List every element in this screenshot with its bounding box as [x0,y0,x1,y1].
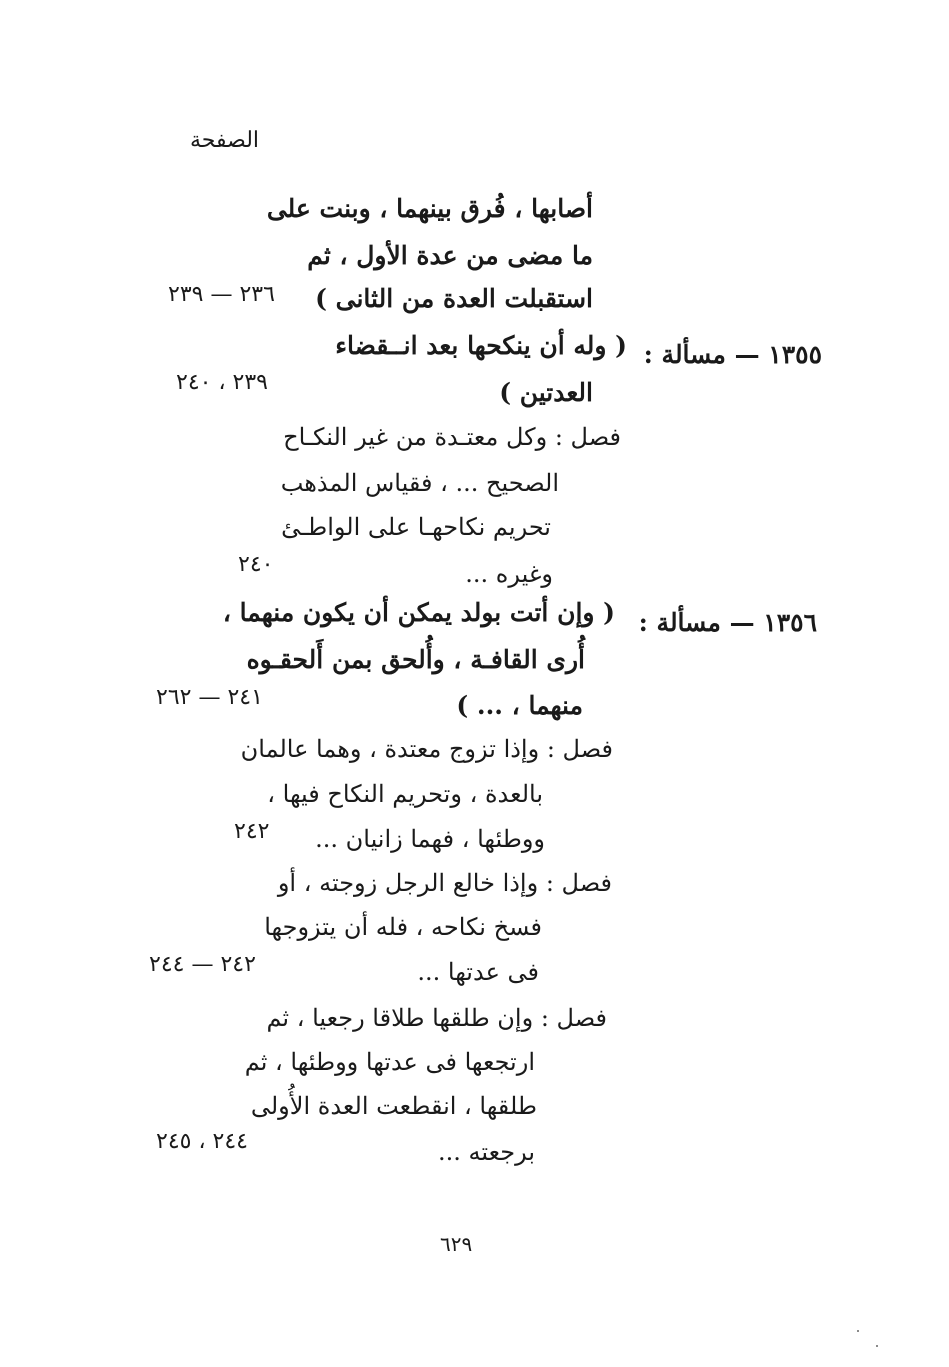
issue-number-label: ١٣٥٦ — مسألة : [638,608,817,637]
page-number: ٦٢٩ [440,1232,473,1256]
entry-line: فصل : وكل معتـدة من غير النكـاح [283,423,621,451]
entry-line: ما مضى من عدة الأول ، ثم [307,241,593,270]
entry-line: ارتجعها فى عدتها ووطئها ، ثم [244,1048,535,1076]
entry-line: فصل : وإذا تزوج معتدة ، وهما عالمان [240,735,613,763]
scan-speck [876,1345,878,1347]
page-reference: ٢٤٢ — ٢٤٤ [149,952,256,977]
entry-line: فى عدتها ... [417,958,539,986]
page-reference: ٢٤٢ [234,819,270,844]
entry-line: أصابها ، فُرق بينهما ، وبنت على [266,194,593,223]
entry-line: استقبلت العدة من الثانى ) [315,284,593,313]
page-column-header: الصفحة [190,128,260,153]
entry-line: وغيره ... [465,560,553,588]
entry-line: تحريم نكاحهـا على الواطـئ [281,513,551,541]
page-reference: ٢٤٠ [238,552,274,577]
entry-line: الصحيح ... ، فقياس المذهب [280,469,559,497]
entry-line: العدتين ) [499,378,593,407]
page-reference: ٢٤٤ ، ٢٤٥ [156,1129,248,1154]
page-reference: ٢٣٩ ، ٢٤٠ [176,370,268,395]
entry-line: أُرى القافـة ، وأُلحق بمن أَلحقـوه [246,645,585,674]
entry-line: فصل : وإن طلقها طلاقا رجعيا ، ثم [266,1004,607,1032]
entry-line: ( وله أن ينكحها بعد انــقضاء [335,331,627,360]
entry-line: بالعدة ، وتحريم النكاح فيها ، [267,780,543,808]
entry-line: ( وإن أتت بولد يمكن أن يكون منهما ، [222,598,615,627]
page-reference: ٢٣٦ — ٢٣٩ [168,282,275,307]
entry-line: برجعته ... [438,1138,535,1166]
entry-line: فسخ نكاحه ، فله أن يتزوجها [264,913,542,941]
scan-speck [857,1330,859,1332]
entry-line: طلقها ، انقطعت العدة الأُولى [250,1092,537,1120]
entry-line: ووطئها ، فهما زانيان ... [315,825,545,853]
entry-line: فصل : وإذا خالع الرجل زوجته ، أو [277,869,612,897]
issue-number-label: ١٣٥٥ — مسألة : [643,340,822,369]
entry-line: منهما ، ... ) [456,691,583,720]
page-reference: ٢٤١ — ٢٦٢ [156,685,263,710]
